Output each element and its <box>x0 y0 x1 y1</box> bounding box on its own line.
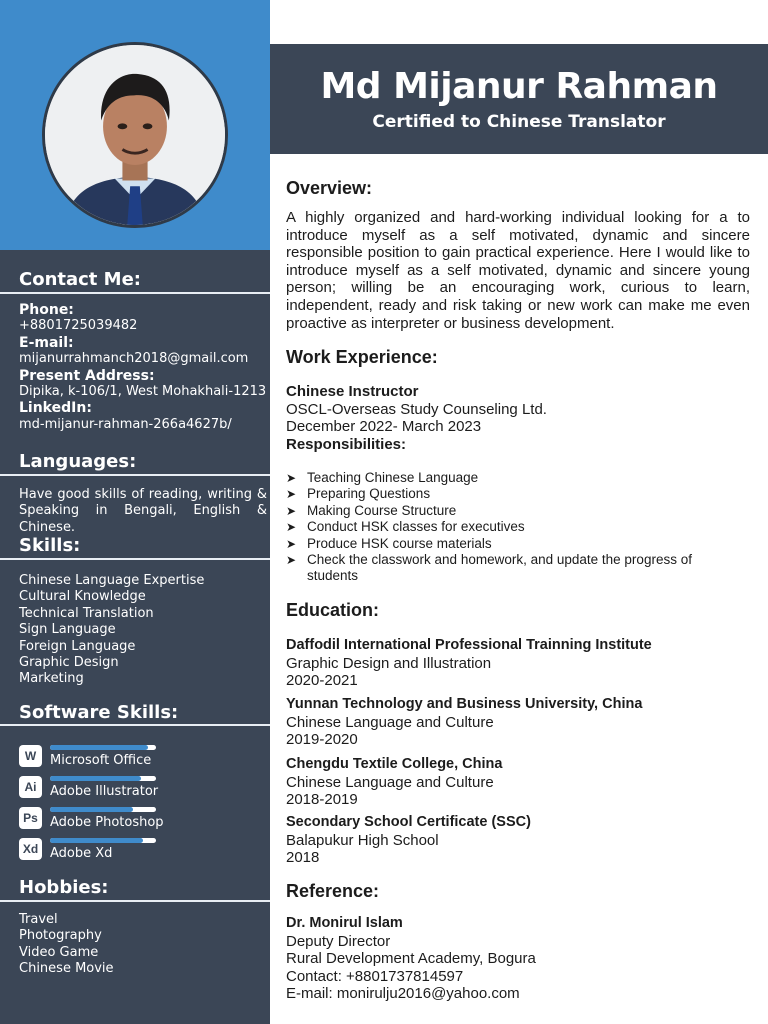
software-heading: Software Skills: <box>19 702 179 723</box>
illustrator-skill-bar <box>50 776 156 781</box>
hobby-item: Photography <box>19 928 102 944</box>
reference-name: Dr. Monirul Islam <box>286 915 403 931</box>
responsibilities-list <box>286 470 746 585</box>
education-institution: Yunnan Technology and Business University, China <box>286 696 643 712</box>
linkedin-value[interactable]: md-mijanur-rahman-266a4627b/ <box>19 416 232 432</box>
profile-portrait-icon <box>45 45 225 225</box>
languages-heading: Languages: <box>19 451 137 472</box>
contact-block <box>19 302 267 433</box>
list-item <box>286 503 746 519</box>
hobbies-list <box>19 912 267 978</box>
illustrator-label: Adobe Illustrator <box>50 784 159 799</box>
list-item <box>286 470 746 486</box>
list-item <box>286 486 746 502</box>
skill-item: Sign Language <box>19 622 116 638</box>
hobby-item: Chinese Movie <box>19 961 114 977</box>
illustrator-icon: Ai <box>19 776 42 798</box>
hobby-item: Travel <box>19 912 58 927</box>
phone-value[interactable]: +8801725039482 <box>19 318 138 334</box>
office-skill-fill <box>50 745 148 750</box>
overview-text: A highly organized and hard-working individual looking for a to introduce myself as a self motivated, dynamic and sincere responsible position to gain practical experience. Here I would like to introduce myself as a self motivated, dynamic and sincere young person; willing be an encouraging work, curious to learn, independent, ready and risk taking or new work can make me even proactive as interpreter or business development. <box>286 209 750 332</box>
xd-skill-fill <box>50 838 143 843</box>
reference-organization: Rural Development Academy, Bogura <box>286 950 536 968</box>
list-item <box>286 536 746 552</box>
education-subject: Balapukur High School <box>286 831 439 849</box>
responsibility-text: Making Course Structure <box>307 502 457 518</box>
education-entry <box>286 637 756 690</box>
contact-divider <box>0 292 270 294</box>
arrow-bullet-icon: ➤ <box>286 520 297 535</box>
responsibility-text: Produce HSK course materials <box>307 535 492 551</box>
responsibility-text: Check the classwork and homework, and update the progress of students <box>307 552 692 584</box>
work-period: December 2022- March 2023 <box>286 418 482 436</box>
languages-text: Have good skills of reading, writing & Speaking in Bengali, English & Chinese. <box>19 487 267 535</box>
sidebar <box>0 0 270 1024</box>
photoshop-icon: Ps <box>19 807 42 829</box>
work-company: OSCL-Overseas Study Counseling Ltd. <box>286 400 547 418</box>
reference-heading: Reference: <box>286 881 380 901</box>
list-item <box>286 519 746 535</box>
office-skill-bar <box>50 745 156 750</box>
software-row-xd <box>19 838 259 862</box>
overview-heading: Overview: <box>286 178 373 198</box>
education-years: 2019-2020 <box>286 731 358 749</box>
software-row-photoshop <box>19 807 259 831</box>
reference-contact: Contact: +8801737814597 <box>286 967 464 985</box>
education-entry <box>286 756 756 809</box>
xd-icon: Xd <box>19 838 42 860</box>
name-banner <box>270 44 768 154</box>
education-institution: Daffodil International Professional Trainning Institute <box>286 637 652 653</box>
education-years: 2018-2019 <box>286 791 358 809</box>
address-label: Present Address: <box>19 367 155 384</box>
education-years: 2020-2021 <box>286 672 358 690</box>
responsibilities-label: Responsibilities: <box>286 435 407 453</box>
illustrator-skill-fill <box>50 776 141 781</box>
education-entry <box>286 696 756 749</box>
education-subject: Graphic Design and Illustration <box>286 654 492 672</box>
education-entry <box>286 814 756 867</box>
contact-heading: Contact Me: <box>19 269 142 290</box>
responsibility-text: Teaching Chinese Language <box>307 470 479 485</box>
hobby-item: Video Game <box>19 944 99 960</box>
education-institution: Secondary School Certificate (SSC) <box>286 814 531 830</box>
education-years: 2018 <box>286 849 320 867</box>
linkedin-label: LinkedIn: <box>19 400 92 417</box>
education-institution: Chengdu Textile College, China <box>286 756 503 772</box>
email-label: E-mail: <box>19 334 74 351</box>
xd-skill-bar <box>50 838 156 843</box>
reference-block <box>286 915 756 1003</box>
skill-item: Chinese Language Expertise <box>19 573 205 588</box>
software-row-illustrator <box>19 776 259 800</box>
responsibility-text: Preparing Questions <box>307 486 431 502</box>
reference-email[interactable]: E-mail: monirulju2016@yahoo.com <box>286 985 520 1003</box>
work-entry <box>286 383 750 453</box>
skills-divider <box>0 558 270 560</box>
job-title: Certified to Chinese Translator <box>372 112 666 132</box>
arrow-bullet-icon: ➤ <box>286 503 297 518</box>
photo-band <box>0 0 270 250</box>
arrow-bullet-icon: ➤ <box>286 471 297 485</box>
work-role: Chinese Instructor <box>286 383 419 400</box>
xd-label: Adobe Xd <box>50 846 113 861</box>
skill-item: Foreign Language <box>19 638 136 654</box>
work-heading: Work Experience: <box>286 347 438 367</box>
skill-item: Graphic Design <box>19 655 119 671</box>
address-value: Dipika, k-106/1, West Mohakhali-1213 <box>19 384 267 400</box>
arrow-bullet-icon: ➤ <box>286 536 297 551</box>
email-value[interactable]: mijanurrahmanch2018@gmail.com <box>19 351 249 367</box>
hobbies-heading: Hobbies: <box>19 877 109 898</box>
arrow-bullet-icon: ➤ <box>286 487 297 502</box>
software-row-office <box>19 745 259 769</box>
photoshop-skill-bar <box>50 807 156 812</box>
skill-item: Cultural Knowledge <box>19 589 146 605</box>
languages-divider <box>0 474 270 476</box>
skill-item: Technical Translation <box>19 605 154 621</box>
skills-heading: Skills: <box>19 535 81 556</box>
skill-item: Marketing <box>19 671 84 687</box>
list-item <box>286 552 746 585</box>
office-label: Microsoft Office <box>50 753 152 768</box>
person-name: Md Mijanur Rahman <box>320 66 718 107</box>
word-icon: W <box>19 745 42 767</box>
education-heading: Education: <box>286 600 379 620</box>
profile-photo <box>42 42 228 228</box>
education-subject: Chinese Language and Culture <box>286 713 494 731</box>
software-divider <box>0 724 270 726</box>
phone-label: Phone: <box>19 302 74 318</box>
reference-position: Deputy Director <box>286 932 391 950</box>
arrow-bullet-icon: ➤ <box>286 553 297 568</box>
hobbies-divider <box>0 900 270 902</box>
education-subject: Chinese Language and Culture <box>286 773 494 791</box>
photoshop-label: Adobe Photoshop <box>50 815 164 830</box>
skills-list <box>19 573 267 688</box>
photoshop-skill-fill <box>50 807 133 812</box>
responsibility-text: Conduct HSK classes for executives <box>307 519 525 535</box>
